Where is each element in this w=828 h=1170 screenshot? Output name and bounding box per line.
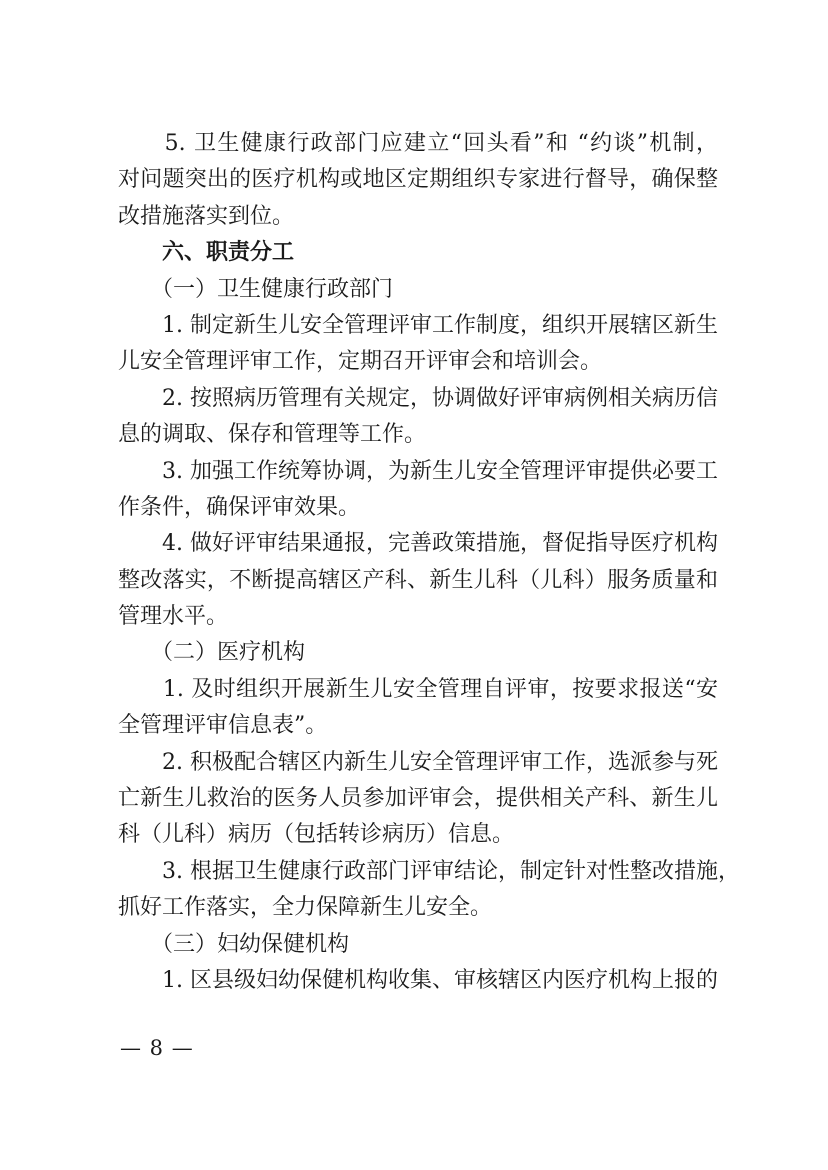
paragraph-line: 全管理评审信息表”。 (118, 713, 328, 739)
paragraph-line: 2. 按照病历管理有关规定，协调做好评审病例相关病历信 (118, 385, 718, 411)
subsection-heading: （二）医疗机构 (118, 640, 306, 666)
paragraph-line: 3. 根据卫生健康行政部门评审结论，制定针对性整改措施， (118, 858, 740, 884)
paragraph-line: 整改落实，不断提高辖区产科、新生儿科（儿科）服务质量和 (118, 567, 718, 593)
paragraph-line: 3. 加强工作统筹协调，为新生儿安全管理评审提供必要工 (118, 458, 718, 484)
paragraph-line: 作条件，确保评审效果。 (118, 494, 361, 520)
paragraph-line: 1. 及时组织开展新生儿安全管理自评审，按要求报送“安 (118, 676, 718, 702)
paragraph-line: 亡新生儿救治的医务人员参加评审会，提供相关产科、新生儿 (118, 786, 718, 812)
paragraph-line: 对问题突出的医疗机构或地区定期组织专家进行督导，确保整 (118, 167, 718, 193)
paragraph-line: 2. 积极配合辖区内新生儿安全管理评审工作，选派参与死 (118, 749, 718, 775)
paragraph-line: 5. 卫生健康行政部门应建立“回头看”和 “约谈”机制， (118, 131, 718, 156)
paragraph-line: 1. 制定新生儿安全管理评审工作制度，组织开展辖区新生 (118, 312, 718, 338)
paragraph-line: 管理水平。 (118, 604, 229, 630)
subsection-heading: （一）卫生健康行政部门 (118, 276, 394, 302)
paragraph-line: 改措施落实到位。 (118, 203, 295, 229)
paragraph-line: 科（儿科）病历（包括转诊病历）信息。 (118, 822, 515, 848)
paragraph-line: 4. 做好评审结果通报，完善政策措施，督促指导医疗机构 (118, 531, 718, 557)
body-text (118, 126, 740, 999)
paragraph-line: 抓好工作落实，全力保障新生儿安全。 (118, 895, 493, 921)
subsection-heading: （三）妇幼保健机构 (118, 931, 350, 957)
paragraph-line: 1. 区县级妇幼保健机构收集、审核辖区内医疗机构上报的 (118, 967, 718, 993)
page-number: — 8 — (120, 1036, 194, 1060)
section-heading: 六、职责分工 (118, 240, 295, 266)
paragraph-line: 息的调取、保存和管理等工作。 (118, 422, 427, 448)
paragraph-line: 儿安全管理评审工作，定期召开评审会和培训会。 (118, 349, 603, 375)
